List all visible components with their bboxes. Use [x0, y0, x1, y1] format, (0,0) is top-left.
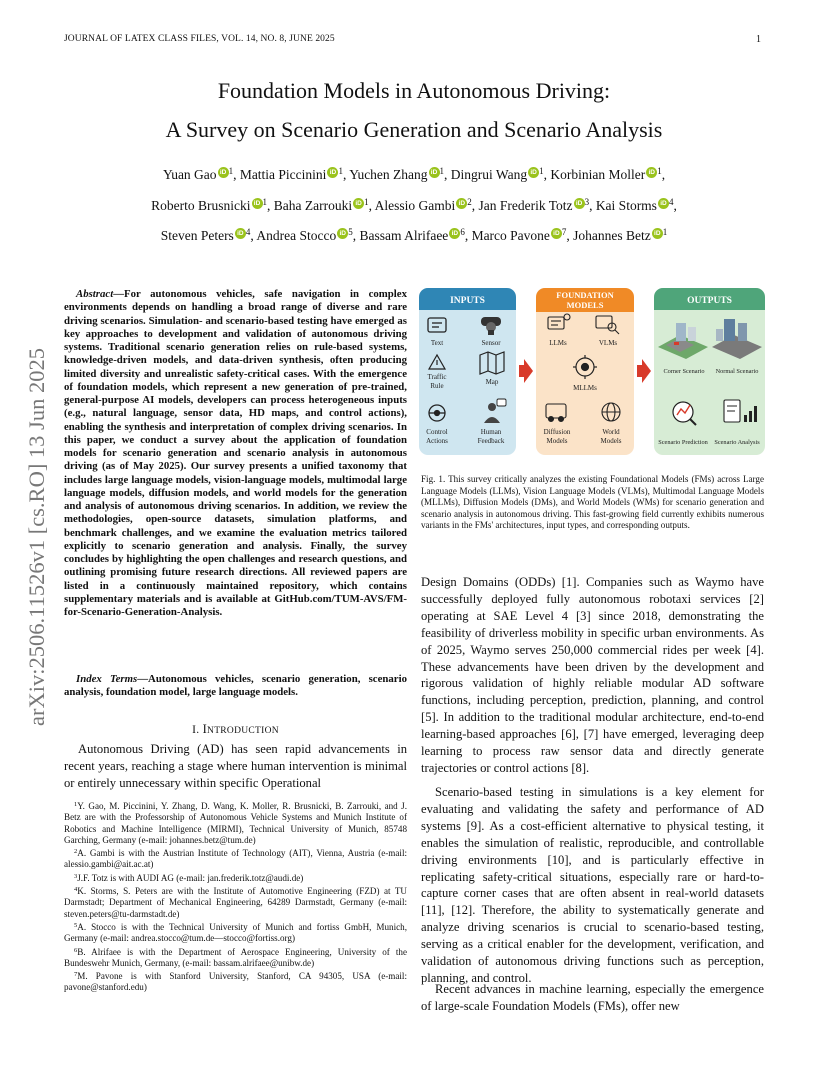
footnote	[64, 945, 407, 970]
footnote-text: A. Gambi is with the Austrian Institute of Technology (AIT), Vienna, Austria (e-mail: alessio.gambi@ait.ac.at)	[64, 848, 407, 870]
orcid-icon[interactable]: iD	[235, 228, 246, 239]
inputs-title: INPUTS	[450, 296, 485, 306]
affiliation-mark: 1	[539, 166, 544, 176]
affiliation-mark: 6	[460, 227, 465, 237]
footnote-mark: 6	[74, 946, 78, 954]
author-name: Alessio Gambi	[374, 197, 456, 213]
author-list	[64, 158, 764, 250]
footnote-mark: 3	[74, 872, 78, 880]
footnote-text: K. Storms, S. Peters are with the Institute of Automotive Engineering (FZD) at TU Darmstadt; Department of Mechanical Engineering, 64289 Darmstadt, Germany (e-mail: steven.peters@tu-darmstadt.de)	[64, 886, 407, 919]
model-vlms-label: VLMs	[598, 339, 618, 347]
caption-text: This survey critically analyzes the existing Foundational Models (FMs) across Large Language Models (LLMs), Vision Language Models (VLMs), Multimodal Language Models (MLLMs), Diffusion Models (DMs), and World Models (WMs) for scenario generation and scenario analysis in autonomous driving. This fast-growing field currently exhibits numerous variants in the FMs' architectures, input types, and corresponding outputs.	[421, 474, 765, 530]
author-separator: ,	[661, 167, 666, 182]
abstract-text: —For autonomous vehicles, safe navigation in complex environments depends on handling a broad range of diverse and rare driving scenarios. Simulation- and scenario-based testing have emerged as key approaches to development and validation of autonomous driving systems. Traditional scenario generation relies on rule-based systems, knowledge-driven models, and data-driven synthesis, often producing limited diversity and unrealistic safety-critical cases. With the emergence of foundation models, which represent a new generation of pre-trained, general-purpose AI models, developers can process heterogeneous inputs (e.g., natural language, sensor data, HD maps, and control actions), enabling the synthesis and interpretation of complex driving scenarios. In this paper, we conduct a survey about the application of foundation models for scenario generation and scenario analysis in autonomous driving (as of May 2025). Our survey presents a unified taxonomy that includes large language models, vision-language models, multimodal large language models, diffusion models, and world models for the generation and analysis of autonomous driving scenarios. In addition, we review the methodologies, open-source datasets, simulation platforms, and benchmark challenges, and we examine the evaluation metrics tailored explicitly to scenario generation and analysis. Finally, the survey concludes by highlighting the open challenges and research questions, and outlining promising future research directions. All reviewed papers are listed in a continuously maintained repository, which contains supplementary materials and is available at GitHub.com/TUM-AVS/FM-for-Scenario-Generation-Analysis.	[64, 288, 407, 618]
running-head: JOURNAL OF LATEX CLASS FILES, VOL. 14, NO. 8, JUNE 2025	[64, 34, 335, 44]
abstract-label: Abstract	[76, 288, 114, 300]
output-analysis-label: Scenario Analysis	[714, 439, 760, 446]
input-traffic-rule-label-2: Rule	[430, 382, 444, 390]
section-title-initial: I	[202, 722, 208, 736]
arxiv-identifier[interactable]: arXiv:2506.11526v1 [cs.RO] 13 Jun 2025	[24, 348, 49, 726]
foundation-models-title-1: FOUNDATION	[556, 290, 614, 300]
author-separator: ,	[543, 167, 551, 182]
output-prediction-label: Scenario Prediction	[658, 439, 708, 446]
orcid-icon[interactable]: iD	[429, 167, 440, 178]
footnote-text: A. Stocco is with the Technical University of Munich and fortiss GmbH, Munich, Germany (e-mail: andrea.stocco@tum.de—stocco@fortiss.org)	[64, 921, 407, 944]
footnote-mark: 7	[74, 971, 78, 979]
author-name: Dingrui Wang	[450, 167, 528, 182]
section-heading-introduction	[64, 722, 407, 737]
affiliation-mark: 1	[228, 166, 234, 176]
author-name: Marco Pavone	[471, 228, 550, 243]
affiliation-mark: 1	[338, 166, 343, 176]
orcid-icon[interactable]: iD	[652, 228, 663, 239]
orcid-icon[interactable]: iD	[449, 228, 460, 239]
affiliation-mark: 7	[561, 227, 567, 237]
footnote-mark: 5	[74, 921, 78, 929]
arrow-inputs-to-models	[519, 359, 533, 383]
orcid-icon[interactable]: iD	[456, 198, 467, 209]
affiliation-mark: 1	[262, 196, 268, 207]
input-text-label: Text	[430, 339, 444, 347]
index-terms-label: Index Terms	[76, 673, 138, 685]
author-name: Korbinian Moller	[550, 167, 646, 182]
orcid-icon[interactable]: iD	[218, 167, 229, 178]
orcid-icon[interactable]: iD	[337, 228, 348, 239]
figure-1-overview-diagram	[418, 287, 766, 457]
footnote	[64, 920, 407, 945]
affiliation-mark: 1	[657, 166, 662, 176]
model-world-label-1: World	[602, 428, 620, 436]
affiliation-mark: 4	[245, 227, 251, 237]
author-name: Mattia Piccinini	[239, 167, 327, 182]
author-separator: ,	[566, 228, 574, 243]
author-separator: ,	[250, 228, 257, 243]
footnote	[64, 884, 407, 920]
footnote-text: M. Pavone is with Stanford University, Stanford, CA 94305, USA (e-mail: pavone@stanford.edu)	[64, 971, 407, 993]
input-map-label: Map	[485, 378, 499, 386]
model-diffusion-label-2: Models	[546, 437, 568, 445]
footnote-mark: 2	[74, 848, 78, 856]
foundation-models-title-2: MODELS	[566, 300, 604, 310]
input-traffic-rule-label-1: Traffic	[427, 373, 447, 381]
author-separator: ,	[352, 228, 360, 243]
affiliation-mark: 1	[662, 227, 668, 237]
author-separator: ,	[267, 197, 274, 213]
index-terms-text: —Autonomous vehicles, scenario generation, scenario analysis, foundation model, large language models.	[64, 673, 407, 699]
author-name: Roberto Brusnicki	[151, 197, 251, 213]
footnote	[64, 799, 407, 846]
author-separator: ,	[673, 197, 677, 213]
author-separator: ,	[368, 197, 375, 213]
model-world-label-2: Models	[600, 437, 622, 445]
abstract	[64, 288, 407, 619]
index-terms	[64, 673, 407, 700]
author-row-2	[64, 189, 764, 220]
author-separator: ,	[589, 197, 596, 213]
author-name: Yuan Gao	[162, 167, 217, 182]
author-separator: ,	[233, 167, 240, 182]
input-feedback-label-2: Feedback	[477, 437, 505, 445]
input-control-label-1: Control	[426, 428, 448, 436]
model-llms-label: LLMs	[549, 339, 567, 347]
paper-title-line-2: A Survey on Scenario Generation and Scenario Analysis	[165, 117, 663, 142]
author-row-3	[64, 219, 764, 250]
footnote	[64, 969, 407, 994]
author-name: Andrea Stocco	[256, 228, 337, 243]
body-paragraph-3: Recent advances in machine learning, especially the emergence of large-scale Foundation Models (FMs), offer new	[421, 982, 764, 1013]
author-name: Jan Frederik Totz	[478, 197, 573, 213]
author-name: Baha Zarrouki	[273, 197, 353, 213]
author-name: Steven Peters	[160, 228, 234, 243]
affiliation-mark: 1	[439, 166, 445, 176]
orcid-icon[interactable]: iD	[574, 198, 585, 209]
affiliation-mark: 5	[348, 227, 353, 237]
orcid-icon[interactable]: iD	[327, 167, 338, 178]
affiliation-mark: 4	[668, 196, 674, 207]
arrow-models-to-outputs	[637, 359, 651, 383]
footnote-text: Y. Gao, M. Piccinini, Y. Zhang, D. Wang, K. Moller, R. Brusnicki, B. Zarrouki, and J. Betz are with the Professorship of Autonomous Vehicle Systems and Munich Institute of Robotics and Machine Intelligence (MIRMI), Technical University of Munich, 85748 Garching, Germany (e-mail: johannes.betz@tum.de)	[64, 801, 407, 845]
author-name: Johannes Betz	[573, 228, 651, 243]
footnote	[64, 846, 407, 871]
model-mllms-label: MLLMs	[573, 384, 597, 392]
orcid-icon[interactable]: iD	[353, 198, 364, 209]
affiliation-mark: 2	[467, 196, 472, 207]
footnote-text: J.F. Totz is with AUDI AG (e-mail: jan.frederik.totz@audi.de)	[77, 872, 304, 883]
body-paragraph-2: Scenario-based testing in simulations is a key element for evaluating and validating the safety and performance of AD systems [9]. As a cost-efficient alternative to physical testing, it enables the simulation of realistic, reproducible, and controllable driving environments [10], and is particularly effective in replicating safety-critical situations, especially rare or hard-to-capture corner cases that are often absent in real-world datasets [11], [12]. Therefore, the ability to systematically generate and analyze driving scenarios is crucial to scenario-based testing, serving as a critical enabler for the development, verification, and validation of autonomous driving functions such as perception, planning, and control.	[421, 785, 764, 985]
orcid-icon[interactable]: iD	[551, 228, 562, 239]
model-diffusion-label-1: Diffusion	[543, 428, 571, 436]
output-normal-label: Normal Scenario	[715, 368, 759, 375]
intro-paragraph: Autonomous Driving (AD) has seen rapid advancements in recent years, reaching a stage where human intervention is minimal or entirely unnecessary within specific Operational	[64, 742, 407, 790]
author-separator: ,	[342, 167, 350, 182]
affiliation-mark: 1	[364, 196, 369, 207]
caption-label: Fig. 1.	[421, 474, 446, 484]
footnote-text: B. Alrifaee is with the Department of Aerospace Engineering, University of the Bundeswehr Munich, Germany, (e-mail: bassam.alrifaee@unibw.de)	[64, 946, 407, 968]
input-control-label-2: Actions	[426, 437, 448, 445]
author-name: Bassam Alrifaee	[359, 228, 449, 243]
figure-1-caption	[421, 474, 764, 532]
orcid-icon[interactable]: iD	[646, 167, 657, 178]
orcid-icon[interactable]: iD	[528, 167, 539, 178]
author-separator: ,	[471, 197, 479, 213]
section-number: I.	[192, 724, 200, 736]
footnote-mark: 1	[74, 801, 78, 808]
body-paragraph-1: Design Domains (ODDs) [1]. Companies such as Waymo have successfully deployed fully autonomous robotaxi services [2] operating at SAE Level 4 [3] since 2018, demonstrating the feasibility of driverless mobility in specific urban environments. As of 2025, Waymo serves 250,000 commercial rides per week [4]. These advancements have been driven by the development and rigorous validation of highly reliable modular AD software functions, including perception, prediction, planning, and control [5]. In addition to the traditional modular architecture, end-to-end learning-based approaches [6], [7] have emerged, leveraging deep learning to process raw sensor data and directly generate trajectories or control actions [8].	[421, 575, 764, 775]
section-title-rest: NTRODUCTION	[207, 726, 279, 736]
outputs-title: OUTPUTS	[687, 296, 732, 306]
author-row-1	[64, 158, 764, 189]
page-number: 1	[756, 34, 761, 45]
affiliation-mark: 3	[584, 196, 590, 207]
author-name: Yuchen Zhang	[349, 167, 428, 182]
input-feedback-label-1: Human	[480, 428, 502, 436]
orcid-icon[interactable]: iD	[252, 198, 263, 209]
footnote-mark: 4	[74, 886, 78, 894]
author-name: Kai Storms	[595, 197, 657, 213]
footnote	[64, 871, 407, 884]
author-separator: ,	[444, 167, 451, 182]
arxiv-sidebar	[10, 302, 64, 772]
author-separator: ,	[464, 228, 472, 243]
affiliation-footnotes	[64, 799, 407, 994]
input-sensor-label: Sensor	[481, 339, 501, 347]
output-corner-label: Corner Scenario	[663, 368, 705, 375]
paper-title-line-1: Foundation Models in Autonomous Driving:	[217, 78, 611, 103]
orcid-icon[interactable]: iD	[658, 198, 669, 209]
